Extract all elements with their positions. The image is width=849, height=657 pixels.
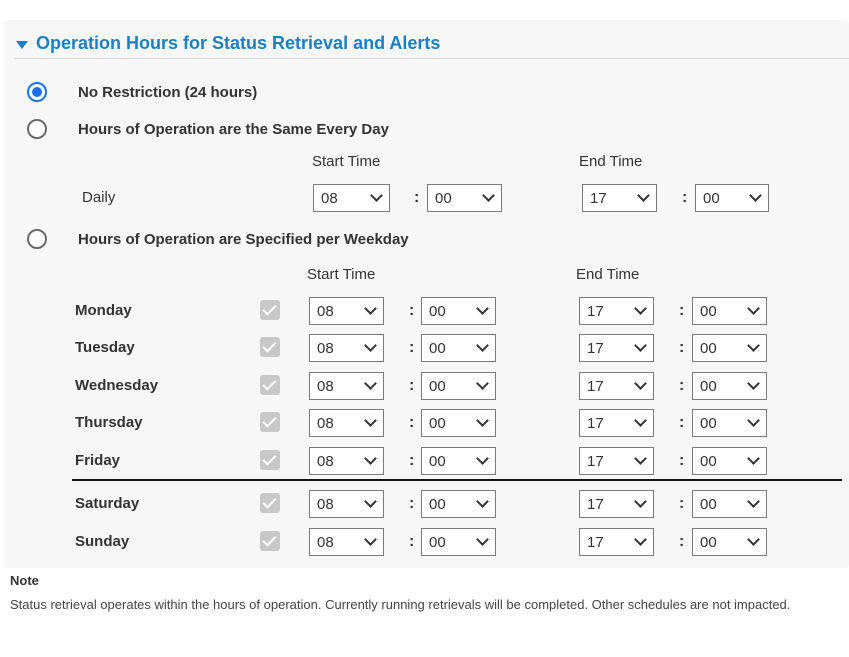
note-text: Status retrieval operates within the hours of operation. Currently running retrievals will be completed. Other schedules are not impacted.: [10, 597, 791, 612]
weekday-enabled-checkbox[interactable]: [260, 412, 280, 432]
chevron-down-icon: [637, 189, 650, 202]
daily-start-time-header: Start Time: [312, 153, 381, 170]
daily-end-hour-value: 17: [590, 189, 607, 207]
end-minute-value: 00: [700, 533, 717, 551]
chevron-down-icon: [364, 452, 377, 465]
time-separator: :: [679, 414, 685, 431]
end-hour-value: 17: [587, 339, 604, 357]
weekday-end-hour-select[interactable]: [579, 447, 654, 475]
section-title: Operation Hours for Status Retrieval and Alerts: [36, 33, 441, 53]
daily-start-hour-value: 08: [321, 189, 338, 207]
no-restriction-radio[interactable]: [27, 82, 47, 102]
settings-panel: [4, 20, 849, 568]
weekday-end-hour-select[interactable]: [579, 490, 654, 518]
start-hour-value: 08: [317, 495, 334, 513]
time-separator: :: [409, 533, 415, 550]
chevron-down-icon: [634, 339, 647, 352]
end-hour-value: 17: [587, 495, 604, 513]
daily-end-minute-select[interactable]: [695, 184, 769, 212]
time-separator: :: [409, 452, 415, 469]
weekday-start-hour-select[interactable]: [309, 334, 384, 362]
chevron-down-icon: [747, 452, 760, 465]
section-header[interactable]: [14, 33, 849, 59]
weekday-start-hour-select[interactable]: [309, 447, 384, 475]
time-separator: :: [679, 533, 685, 550]
weekday-start-hour-select[interactable]: [309, 528, 384, 556]
time-separator: :: [409, 377, 415, 394]
weekday-end-minute-select[interactable]: [692, 372, 767, 400]
chevron-down-icon: [634, 533, 647, 546]
weekday-end-hour-select[interactable]: [579, 409, 654, 437]
weekday-start-hour-select[interactable]: [309, 297, 384, 325]
weekday-label: Tuesday: [75, 339, 135, 356]
weekday-end-minute-select[interactable]: [692, 334, 767, 362]
caret-down-icon[interactable]: [16, 41, 28, 49]
chevron-down-icon: [476, 377, 489, 390]
time-separator: :: [409, 414, 415, 431]
weekday-enabled-checkbox[interactable]: [260, 531, 280, 551]
weekday-enabled-checkbox[interactable]: [260, 450, 280, 470]
weekday-label: Thursday: [75, 414, 143, 431]
start-minute-value: 00: [429, 452, 446, 470]
weekday-end-minute-select[interactable]: [692, 447, 767, 475]
time-separator: :: [409, 302, 415, 319]
start-minute-value: 00: [429, 414, 446, 432]
weekday-start-minute-select[interactable]: [421, 297, 496, 325]
weekday-label: Saturday: [75, 495, 140, 512]
weekend-divider: [72, 479, 842, 481]
weekday-start-minute-select[interactable]: [421, 334, 496, 362]
start-minute-value: 00: [429, 339, 446, 357]
weekday-start-minute-select[interactable]: [421, 528, 496, 556]
weekday-enabled-checkbox[interactable]: [260, 337, 280, 357]
weekday-start-minute-select[interactable]: [421, 409, 496, 437]
weekday-label: Friday: [75, 452, 121, 469]
end-hour-value: 17: [587, 377, 604, 395]
chevron-down-icon: [634, 495, 647, 508]
weekday-label: Monday: [75, 302, 132, 319]
time-separator: :: [409, 495, 415, 512]
weekday-start-hour-select[interactable]: [309, 409, 384, 437]
start-minute-value: 00: [429, 533, 446, 551]
weekday-enabled-checkbox[interactable]: [260, 493, 280, 513]
chevron-down-icon: [747, 414, 760, 427]
per-weekday-radio[interactable]: [27, 229, 47, 249]
end-minute-value: 00: [700, 302, 717, 320]
weekday-end-time-header: End Time: [576, 266, 640, 283]
end-hour-value: 17: [587, 302, 604, 320]
end-hour-value: 17: [587, 414, 604, 432]
per-weekday-label: Hours of Operation are Specified per Weekday: [78, 231, 409, 248]
weekday-end-hour-select[interactable]: [579, 297, 654, 325]
start-minute-value: 00: [429, 377, 446, 395]
chevron-down-icon: [364, 377, 377, 390]
weekday-start-hour-select[interactable]: [309, 372, 384, 400]
weekday-end-hour-select[interactable]: [579, 528, 654, 556]
end-minute-value: 00: [700, 414, 717, 432]
time-separator: :: [414, 189, 420, 206]
time-separator: :: [409, 339, 415, 356]
chevron-down-icon: [747, 533, 760, 546]
start-minute-value: 00: [429, 302, 446, 320]
weekday-end-hour-select[interactable]: [579, 372, 654, 400]
same-every-day-radio[interactable]: [27, 119, 47, 139]
daily-start-hour-select[interactable]: [313, 184, 390, 212]
chevron-down-icon: [634, 452, 647, 465]
weekday-start-minute-select[interactable]: [421, 447, 496, 475]
end-hour-value: 17: [587, 533, 604, 551]
chevron-down-icon: [747, 495, 760, 508]
time-separator: :: [679, 452, 685, 469]
chevron-down-icon: [364, 339, 377, 352]
chevron-down-icon: [364, 414, 377, 427]
end-minute-value: 00: [700, 452, 717, 470]
chevron-down-icon: [476, 495, 489, 508]
daily-start-minute-select[interactable]: [427, 184, 502, 212]
time-separator: :: [679, 302, 685, 319]
chevron-down-icon: [482, 189, 495, 202]
chevron-down-icon: [634, 302, 647, 315]
weekday-end-minute-select[interactable]: [692, 490, 767, 518]
chevron-down-icon: [476, 302, 489, 315]
end-hour-value: 17: [587, 452, 604, 470]
end-minute-value: 00: [700, 495, 717, 513]
start-hour-value: 08: [317, 533, 334, 551]
weekday-end-hour-select[interactable]: [579, 334, 654, 362]
chevron-down-icon: [747, 377, 760, 390]
time-separator: :: [682, 189, 688, 206]
weekday-end-minute-select[interactable]: [692, 297, 767, 325]
start-minute-value: 00: [429, 495, 446, 513]
weekday-label: Sunday: [75, 533, 130, 550]
weekday-start-minute-select[interactable]: [421, 372, 496, 400]
daily-end-hour-select[interactable]: [582, 184, 657, 212]
chevron-down-icon: [747, 302, 760, 315]
chevron-down-icon: [476, 452, 489, 465]
chevron-down-icon: [364, 533, 377, 546]
chevron-down-icon: [476, 414, 489, 427]
end-minute-value: 00: [700, 377, 717, 395]
no-restriction-label: No Restriction (24 hours): [78, 84, 258, 101]
note-title: Note: [10, 573, 39, 588]
weekday-end-minute-select[interactable]: [692, 528, 767, 556]
weekday-start-time-header: Start Time: [307, 266, 376, 283]
start-hour-value: 08: [317, 339, 334, 357]
end-minute-value: 00: [700, 339, 717, 357]
chevron-down-icon: [634, 414, 647, 427]
start-hour-value: 08: [317, 452, 334, 470]
weekday-enabled-checkbox[interactable]: [260, 300, 280, 320]
chevron-down-icon: [364, 495, 377, 508]
time-separator: :: [679, 377, 685, 394]
weekday-end-minute-select[interactable]: [692, 409, 767, 437]
chevron-down-icon: [749, 189, 762, 202]
daily-end-time-header: End Time: [579, 153, 643, 170]
weekday-start-minute-select[interactable]: [421, 490, 496, 518]
weekday-start-hour-select[interactable]: [309, 490, 384, 518]
chevron-down-icon: [747, 339, 760, 352]
chevron-down-icon: [634, 377, 647, 390]
chevron-down-icon: [370, 189, 383, 202]
daily-end-minute-value: 00: [703, 189, 720, 207]
same-every-day-label: Hours of Operation are the Same Every Day: [78, 121, 389, 138]
weekday-enabled-checkbox[interactable]: [260, 375, 280, 395]
chevron-down-icon: [476, 339, 489, 352]
start-hour-value: 08: [317, 414, 334, 432]
daily-start-minute-value: 00: [435, 189, 452, 207]
start-hour-value: 08: [317, 377, 334, 395]
time-separator: :: [679, 339, 685, 356]
chevron-down-icon: [364, 302, 377, 315]
time-separator: :: [679, 495, 685, 512]
weekday-label: Wednesday: [75, 377, 159, 394]
start-hour-value: 08: [317, 302, 334, 320]
chevron-down-icon: [476, 533, 489, 546]
daily-label: Daily: [82, 189, 116, 206]
